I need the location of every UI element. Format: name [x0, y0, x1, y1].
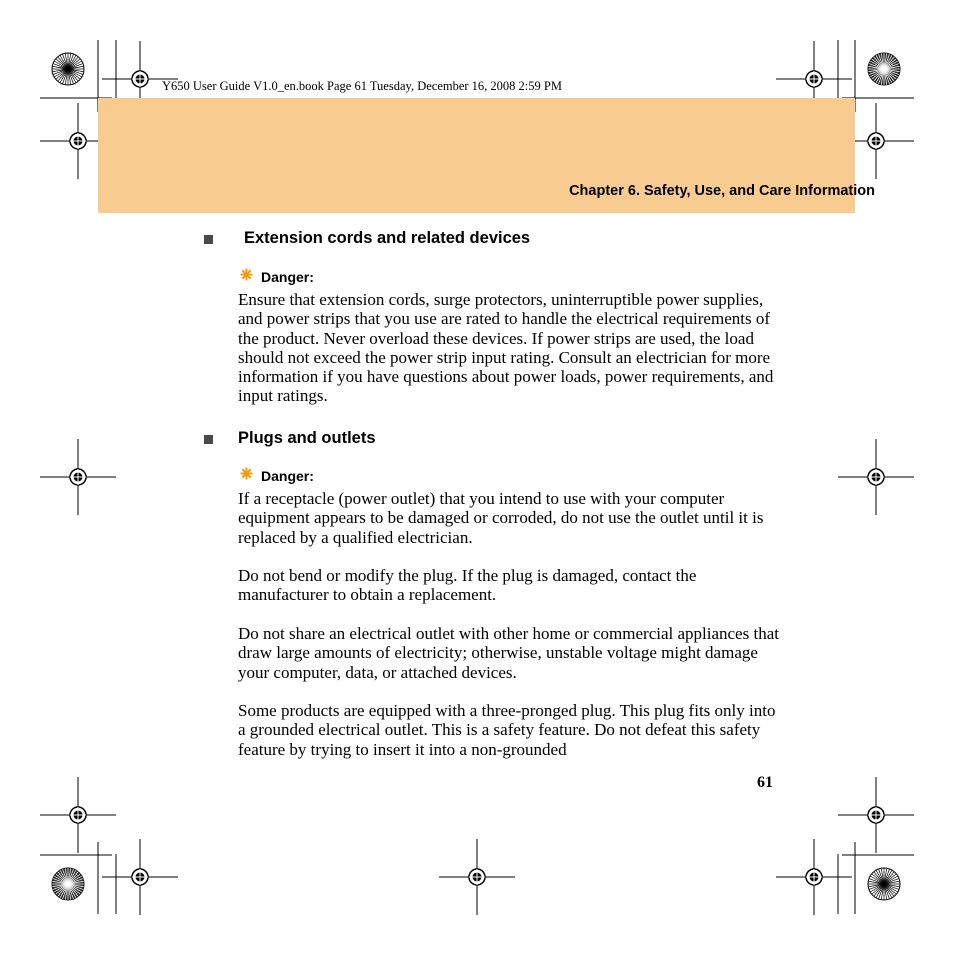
danger-row [240, 467, 314, 485]
danger-row [240, 268, 314, 286]
section-body [238, 489, 783, 547]
section-body [238, 701, 783, 759]
paragraph: Do not bend or modify the plug. If the plug is damaged, contact the manufacturer to obtain a replacement. [238, 566, 697, 605]
page-number: 61 [757, 774, 773, 791]
danger-icon [240, 268, 253, 286]
chapter-title: Chapter 6. Safety, Use, and Care Information [569, 183, 875, 199]
registration-mark-icon [439, 839, 515, 915]
bullet-icon [204, 235, 213, 244]
danger-icon [240, 467, 253, 485]
section-body [238, 624, 783, 682]
registration-mark-icon [102, 839, 178, 915]
print-header: Y650 User Guide V1.0_en.book Page 61 Tuesday, December 16, 2008 2:59 PM [162, 79, 562, 93]
section-title: Plugs and outlets [238, 429, 376, 447]
registration-mark-icon [838, 777, 914, 853]
danger-label: Danger: [261, 269, 314, 285]
registration-mark-icon [776, 839, 852, 915]
star-target-icon [52, 53, 84, 85]
star-target-icon [52, 868, 84, 900]
star-target-icon [868, 53, 900, 85]
star-target-icon [868, 868, 900, 900]
paragraph: Ensure that extension cords, surge protectors, uninterruptible power supplies, and power strips that you use are rated to handle the electrical requirements of the product. Never overload these devices. If power strips are used, the load should not exceed the power strip input rating. Consult an electrician for more information if you have questions about power loads, power requirements, and input ratings. [238, 290, 774, 406]
paragraph: Do not share an electrical outlet with other home or commercial appliances that draw large amounts of electricity; otherwise, unstable voltage might damage your computer, data, or attached devices. [238, 624, 779, 682]
section-title: Extension cords and related devices [244, 229, 531, 247]
section-body [238, 290, 783, 406]
danger-label: Danger: [261, 468, 314, 484]
paragraph: If a receptacle (power outlet) that you intend to use with your computer equipment appears to be damaged or corroded, do not use the outlet until it is replaced by a qualified electrician. [238, 489, 764, 547]
registration-mark-icon [40, 777, 116, 853]
registration-mark-icon [838, 439, 914, 515]
section-body [238, 566, 783, 605]
bullet-icon [204, 435, 213, 444]
paragraph: Some products are equipped with a three-pronged plug. This plug fits only into a grounded electrical outlet. This is a safety feature. Do not defeat this safety feature by trying to insert it into a non-grounded [238, 701, 776, 759]
registration-mark-icon [40, 439, 116, 515]
